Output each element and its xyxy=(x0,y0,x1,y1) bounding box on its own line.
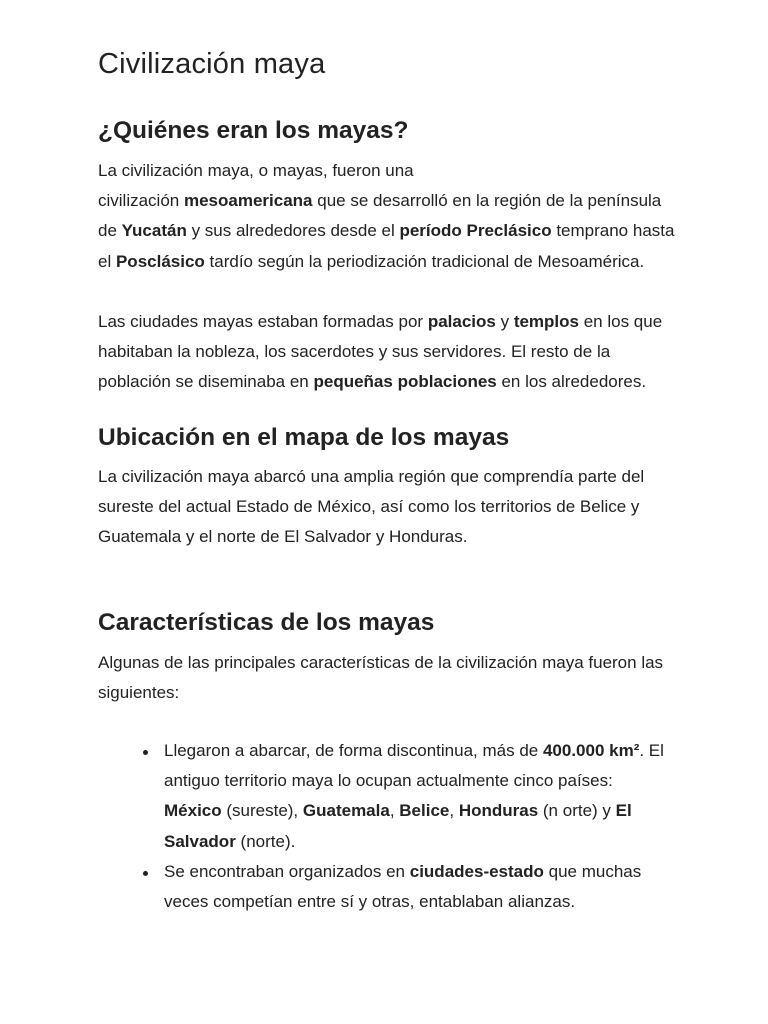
text-run: , xyxy=(389,801,400,821)
text-run: Llegaron a abarcar, de forma discontinua, más de xyxy=(164,741,543,760)
bold-term: México xyxy=(164,801,222,821)
bold-term: Yucatán xyxy=(121,221,187,241)
section-heading-ubicacion: Ubicación en el mapa de los mayas xyxy=(98,424,510,451)
section-heading-caracteristicas: Características de los mayas xyxy=(98,609,435,636)
paragraph-characteristics-intro: Algunas de las principales características de la civilización maya fueron las siguientes: xyxy=(98,653,664,703)
paragraph-location: La civilización maya abarcó una amplia región que comprendía parte del sureste del actual Estado de México, así como los territorios de Belice y Guatemala y el norte de El Salvador y Honduras. xyxy=(98,467,645,547)
bold-term: El Salvador xyxy=(164,801,632,851)
text-run: civilización xyxy=(98,191,184,211)
paragraph-intro xyxy=(98,156,678,277)
bold-term: período Preclásico xyxy=(399,221,552,241)
list-item xyxy=(164,736,674,857)
paragraph-cities xyxy=(98,307,678,398)
bullet-icon xyxy=(143,750,148,755)
text-run: temprano hasta el xyxy=(98,221,675,271)
text-run: (norte). xyxy=(235,831,296,851)
text-run: Las ciudades mayas estaban formadas por xyxy=(98,312,428,331)
bold-term: templos xyxy=(513,312,579,331)
bold-term: 400.000 km² xyxy=(542,741,640,760)
bold-term: Guatemala xyxy=(302,801,390,821)
bold-term: mesoamericana xyxy=(183,191,313,211)
bold-term: Honduras xyxy=(458,801,539,821)
text-run: que se desarrolló en la región de la península de xyxy=(98,191,662,241)
text-run: en los alrededores. xyxy=(496,372,647,392)
text-run: (sureste), xyxy=(221,801,303,821)
list-item xyxy=(164,857,674,917)
bold-term: pequeñas poblaciones xyxy=(313,372,497,392)
bold-term: Belice xyxy=(399,801,450,821)
page-title: Civilización maya xyxy=(98,48,326,80)
text-run: Se encontraban organizados en xyxy=(164,861,410,881)
text-run: en los que habitaban la nobleza, los sacerdotes y sus servidores. El resto de la población se diseminaba en xyxy=(98,312,663,392)
text-run: y xyxy=(495,312,514,331)
section-heading-quienes: ¿Quiénes eran los mayas? xyxy=(98,117,409,144)
bold-term: palacios xyxy=(427,312,496,331)
bullet-icon xyxy=(143,871,148,876)
bold-term: ciudades-estado xyxy=(409,861,544,881)
text-run: La civilización maya, o mayas, fueron una xyxy=(98,161,414,180)
text-run: (n orte) y xyxy=(538,801,616,821)
text-run: . El antiguo territorio maya lo ocupan actualmente cinco países: xyxy=(164,741,664,791)
text-run: que muchas veces competían entre sí y otras, entablaban alianzas. xyxy=(164,861,642,912)
bold-term: Posclásico xyxy=(115,251,205,271)
text-run: , xyxy=(449,801,459,821)
text-run: tardío según la periodización tradicional de Mesoamérica. xyxy=(204,251,645,271)
text-run: y sus alrededores desde el xyxy=(186,221,400,241)
characteristics-list xyxy=(164,736,674,917)
